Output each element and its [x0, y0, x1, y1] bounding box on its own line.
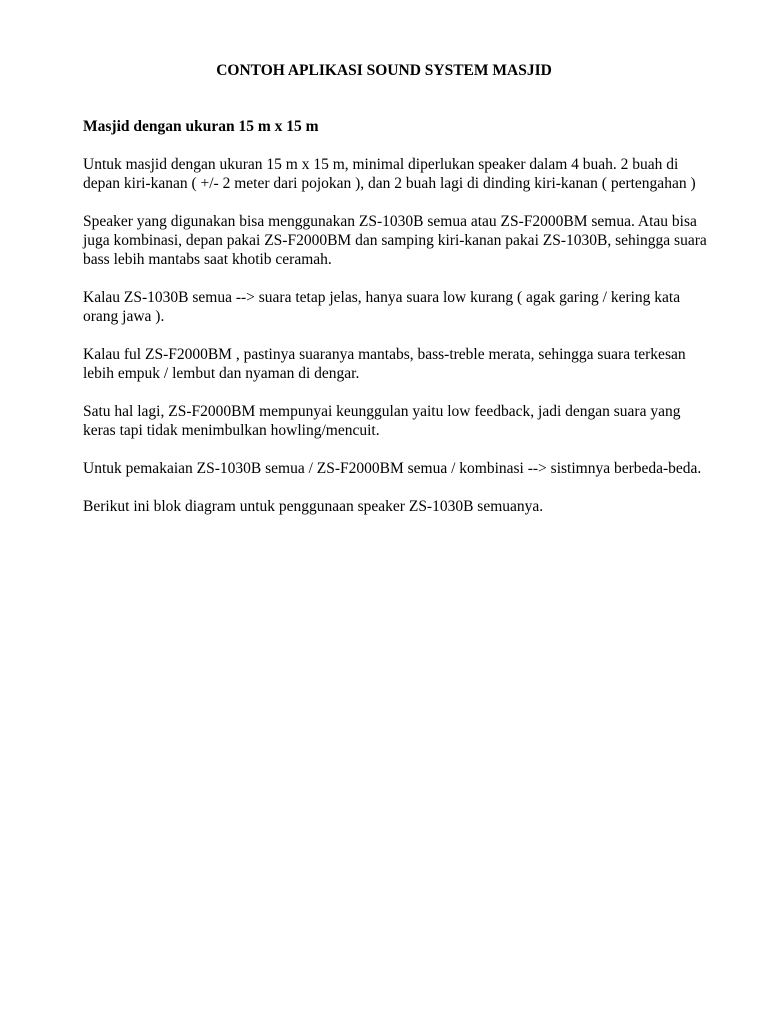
- document-body: [83, 117, 708, 535]
- paragraph-zsf2000bm-all: Kalau ful ZS-F2000BM , pastinya suaranya mantabs, bass-treble merata, sehingga suara terkesan lebih empuk / lembut dan nyaman di dengar.: [83, 346, 686, 382]
- paragraph-block-diagram-intro: Berikut ini blok diagram untuk penggunaan speaker ZS-1030B semuanya.: [83, 498, 544, 515]
- paragraph-speaker-types: Speaker yang digunakan bisa menggunakan ZS-1030B semua atau ZS-F2000BM semua. Atau bisa juga kombinasi, depan pakai ZS-F2000BM dan samping kiri-kanan pakai ZS-1030B, sehingga suara bass lebih mantabs saat khotib ceramah.: [83, 213, 707, 268]
- paragraph-low-feedback: Satu hal lagi, ZS-F2000BM mempunyai keunggulan yaitu low feedback, jadi dengan suara yang keras tapi tidak menimbulkan howling/mencuit.: [83, 403, 681, 439]
- paragraph-zs1030b-all: Kalau ZS-1030B semua --> suara tetap jelas, hanya suara low kurang ( agak garing / kering kata orang jawa ).: [83, 289, 681, 325]
- section-heading: Masjid dengan ukuran 15 m x 15 m: [83, 118, 319, 135]
- paragraph-systems-differ: Untuk pemakaian ZS-1030B semua / ZS-F2000BM semua / kombinasi --> sistimnya berbeda-beda.: [83, 460, 702, 477]
- paragraph-speaker-count: Untuk masjid dengan ukuran 15 m x 15 m, minimal diperlukan speaker dalam 4 buah. 2 buah di depan kiri-kanan ( +/- 2 meter dari pojokan ), dan 2 buah lagi di dinding kiri-kanan ( pertengahan ): [83, 156, 696, 192]
- document-title: CONTOH APLIKASI SOUND SYSTEM MASJID: [216, 62, 552, 79]
